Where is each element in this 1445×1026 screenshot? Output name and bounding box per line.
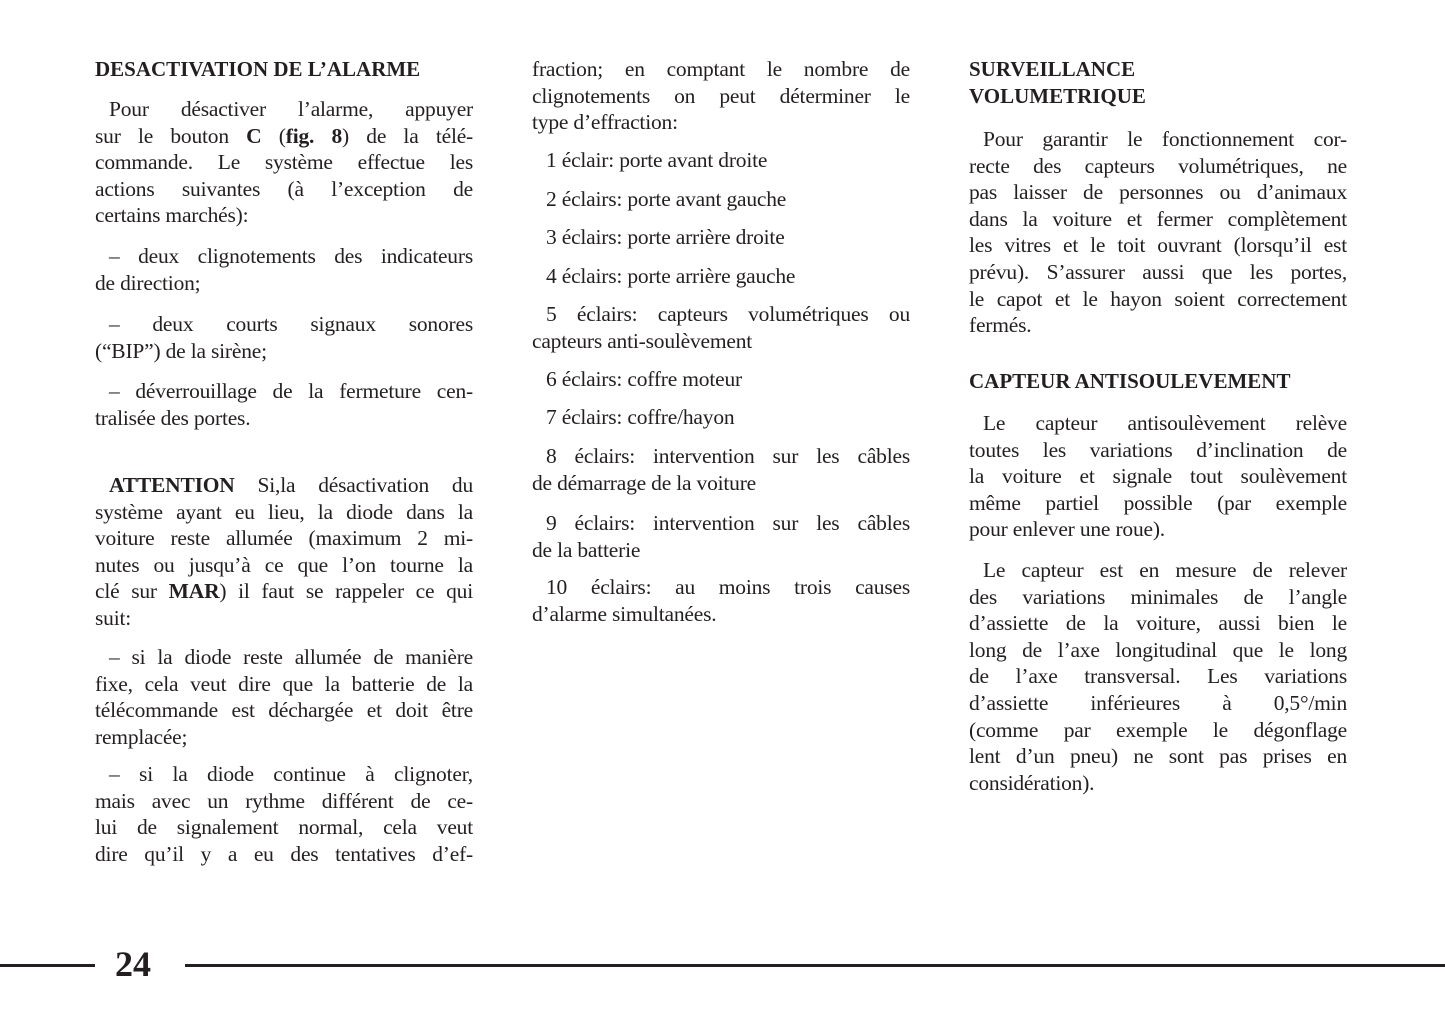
paragraph <box>532 404 910 431</box>
text: capteurs anti-soulèvement <box>532 328 753 353</box>
text-line <box>95 525 473 552</box>
text-line <box>969 610 1347 637</box>
bold-text: C <box>246 123 262 148</box>
text-line <box>969 56 1347 83</box>
text-line <box>969 637 1347 664</box>
text-line <box>95 270 473 297</box>
text: recte des capteurs volumétriques, ne <box>969 153 1347 178</box>
text-line <box>532 301 910 328</box>
text-line <box>532 601 910 628</box>
text-line <box>969 717 1347 744</box>
paragraph <box>969 126 1347 339</box>
paragraph <box>532 301 910 354</box>
text-line <box>969 312 1347 339</box>
text-line <box>969 368 1347 395</box>
text: 9 éclairs: intervention sur les câbles <box>546 511 910 535</box>
text-line <box>532 186 910 213</box>
section-heading <box>969 368 1347 395</box>
text-line <box>95 378 473 405</box>
text-line <box>95 123 473 150</box>
text-line <box>532 328 910 355</box>
text: – si la diode reste allumée de manière <box>109 645 473 669</box>
text-line <box>95 578 473 605</box>
text: type d’effraction: <box>532 110 678 135</box>
footer-rule-left <box>0 964 95 967</box>
text: d’alarme simultanées. <box>532 601 717 626</box>
text: 4 éclairs: porte arrière gauche <box>546 264 796 288</box>
paragraph <box>95 96 473 229</box>
text-line <box>95 338 473 365</box>
text-line <box>95 405 473 432</box>
text: de la batterie <box>532 537 641 562</box>
paragraph <box>969 410 1347 543</box>
text-line <box>95 724 473 751</box>
text: clignotements on peut déterminer le <box>532 83 910 108</box>
bold-text: MAR <box>168 579 220 604</box>
text: 10 éclairs: au moins trois causes <box>546 575 910 599</box>
text: 5 éclairs: capteurs volumétriques ou <box>546 302 910 326</box>
text-line <box>532 83 910 110</box>
text: actions suivantes (à l’exception de <box>95 176 473 201</box>
text: suit: <box>95 605 132 630</box>
text: remplacée; <box>95 724 188 749</box>
text-line <box>969 584 1347 611</box>
text-line <box>532 537 910 564</box>
text-line <box>95 149 473 176</box>
paragraph <box>532 574 910 627</box>
text: lui de signalement normal, cela veut <box>95 815 473 840</box>
text: sur le bouton <box>95 123 247 148</box>
text: 6 éclairs: coffre moteur <box>546 367 742 391</box>
text-line <box>95 96 473 123</box>
section-heading <box>969 56 1347 109</box>
text-line <box>969 743 1347 770</box>
text-line <box>969 663 1347 690</box>
text: la voiture et signale tout soulèvement <box>969 464 1347 489</box>
text: – deux clignotements des indicateurs <box>109 244 473 268</box>
text: CAPTEUR ANTISOULEVEMENT <box>969 369 1291 393</box>
text: – si la diode continue à clignoter, <box>109 762 473 786</box>
text-line <box>969 516 1347 543</box>
text: (comme par exemple le dégonflage <box>969 717 1347 742</box>
text-line <box>532 404 910 431</box>
text-line <box>532 263 910 290</box>
paragraph <box>95 243 473 296</box>
text-line <box>969 153 1347 180</box>
paragraph <box>95 472 473 632</box>
text: tralisée des portes. <box>95 405 251 430</box>
section-heading <box>95 56 473 83</box>
text: lent d’un pneu) ne sont pas prises en <box>969 744 1347 769</box>
text: long de l’axe longitudinal que le long <box>969 637 1347 662</box>
text-line <box>969 557 1347 584</box>
paragraph <box>95 761 473 867</box>
paragraph <box>532 56 910 136</box>
text-line <box>95 605 473 632</box>
text: mais avec un rythme différent de ce- <box>95 788 473 813</box>
bold-text: fig. 8 <box>285 123 343 148</box>
text: Pour garantir le fonctionnement cor- <box>983 127 1347 151</box>
paragraph <box>969 557 1347 796</box>
text: ( <box>261 123 286 148</box>
text-line <box>95 788 473 815</box>
paragraph <box>95 644 473 750</box>
paragraph <box>532 147 910 174</box>
text: VOLUMETRIQUE <box>969 83 1146 108</box>
text-line <box>969 179 1347 206</box>
text: – déverrouillage de la fermeture cen- <box>109 379 473 403</box>
text-line <box>532 510 910 537</box>
text-line <box>95 56 473 83</box>
text: considération). <box>969 770 1095 795</box>
text-line <box>532 56 910 83</box>
text: Le capteur antisoulèvement relève <box>983 411 1347 435</box>
text-line <box>532 147 910 174</box>
paragraph <box>95 378 473 431</box>
text-line <box>969 126 1347 153</box>
text: des variations minimales de l’angle <box>969 584 1347 609</box>
text: Pour désactiver l’alarme, appuyer <box>109 97 473 121</box>
text: ) il faut se rappeler ce qui <box>219 579 473 604</box>
text: 3 éclairs: porte arrière droite <box>546 225 785 249</box>
text-line <box>969 690 1347 717</box>
text: pour enlever une roue). <box>969 517 1165 542</box>
text: dire qu’il y a eu des tentatives d’ef- <box>95 841 473 866</box>
text-line <box>532 574 910 601</box>
text-line <box>95 243 473 270</box>
text: même partiel possible (par exemple <box>969 490 1347 515</box>
text-line <box>969 206 1347 233</box>
text: 7 éclairs: coffre/hayon <box>546 405 735 429</box>
text: d’assiette de la voiture, aussi bien le <box>969 611 1347 636</box>
text: 2 éclairs: porte avant gauche <box>546 187 787 211</box>
text: de démarrage de la voiture <box>532 470 757 495</box>
text: voiture reste allumée (maximum 2 mi- <box>95 526 473 551</box>
text-line <box>969 259 1347 286</box>
text: pas laisser de personnes ou d’animaux <box>969 180 1347 205</box>
text: système ayant eu lieu, la diode dans la <box>95 499 473 524</box>
text: ) de la télé- <box>342 123 474 148</box>
text: le capot et le hayon soient correctement <box>969 286 1347 311</box>
text-line <box>969 490 1347 517</box>
text: d’assiette inférieures à 0,5°/min <box>969 690 1347 715</box>
text-line <box>969 463 1347 490</box>
text: télécommande est déchargée et doit être <box>95 698 473 723</box>
text-line <box>969 437 1347 464</box>
footer-rule-right <box>185 964 1445 967</box>
paragraph <box>532 366 910 393</box>
text: dans la voiture et fermer complètement <box>969 206 1347 231</box>
text: 8 éclairs: intervention sur les câbles <box>546 444 910 468</box>
paragraph <box>532 443 910 496</box>
text: clé sur <box>95 579 169 604</box>
text: Le capteur est en mesure de relever <box>983 558 1347 582</box>
text: DESACTIVATION DE L’ALARME <box>95 57 421 81</box>
paragraph <box>95 311 473 364</box>
text: nutes ou jusqu’à ce que l’on tourne la <box>95 552 473 577</box>
text-line <box>969 410 1347 437</box>
text-line <box>969 232 1347 259</box>
text-line <box>95 671 473 698</box>
text-line <box>969 286 1347 313</box>
text-line <box>95 472 473 499</box>
text-line <box>95 176 473 203</box>
text: les vitres et le toit ouvrant (lorsqu’il est <box>969 233 1347 258</box>
paragraph <box>532 224 910 251</box>
text-line <box>532 224 910 251</box>
text: – deux courts signaux sonores <box>109 312 473 336</box>
bold-text: ATTENTION <box>109 473 235 497</box>
text: 1 éclair: porte avant droite <box>546 148 768 172</box>
text-line <box>532 443 910 470</box>
page-number: 24 <box>115 944 151 984</box>
text: toutes les variations d’inclination de <box>969 437 1347 462</box>
text-line <box>95 499 473 526</box>
text-line <box>532 109 910 136</box>
paragraph <box>532 510 910 563</box>
text-line <box>969 770 1347 797</box>
text: de l’axe transversal. Les variations <box>969 664 1347 689</box>
text-line <box>95 761 473 788</box>
text: de direction; <box>95 270 201 295</box>
text-line <box>95 552 473 579</box>
text-line <box>532 366 910 393</box>
text: (“BIP”) de la sirène; <box>95 338 267 363</box>
text-line <box>532 470 910 497</box>
text-line <box>969 83 1347 110</box>
text: Si,la désactivation du <box>234 473 473 497</box>
text: SURVEILLANCE <box>969 57 1136 81</box>
text-line <box>95 814 473 841</box>
paragraph <box>532 186 910 213</box>
text-line <box>95 202 473 229</box>
text: commande. Le système effectue les <box>95 150 473 175</box>
paragraph <box>532 263 910 290</box>
text-line <box>95 841 473 868</box>
text: fraction; en comptant le nombre de <box>532 57 910 81</box>
text: certains marchés): <box>95 203 249 228</box>
text-line <box>95 311 473 338</box>
text-line <box>95 644 473 671</box>
text: prévu). S’assurer aussi que les portes, <box>969 259 1347 284</box>
text: fermés. <box>969 313 1032 338</box>
text: fixe, cela veut dire que la batterie de la <box>95 671 473 696</box>
text-line <box>95 697 473 724</box>
